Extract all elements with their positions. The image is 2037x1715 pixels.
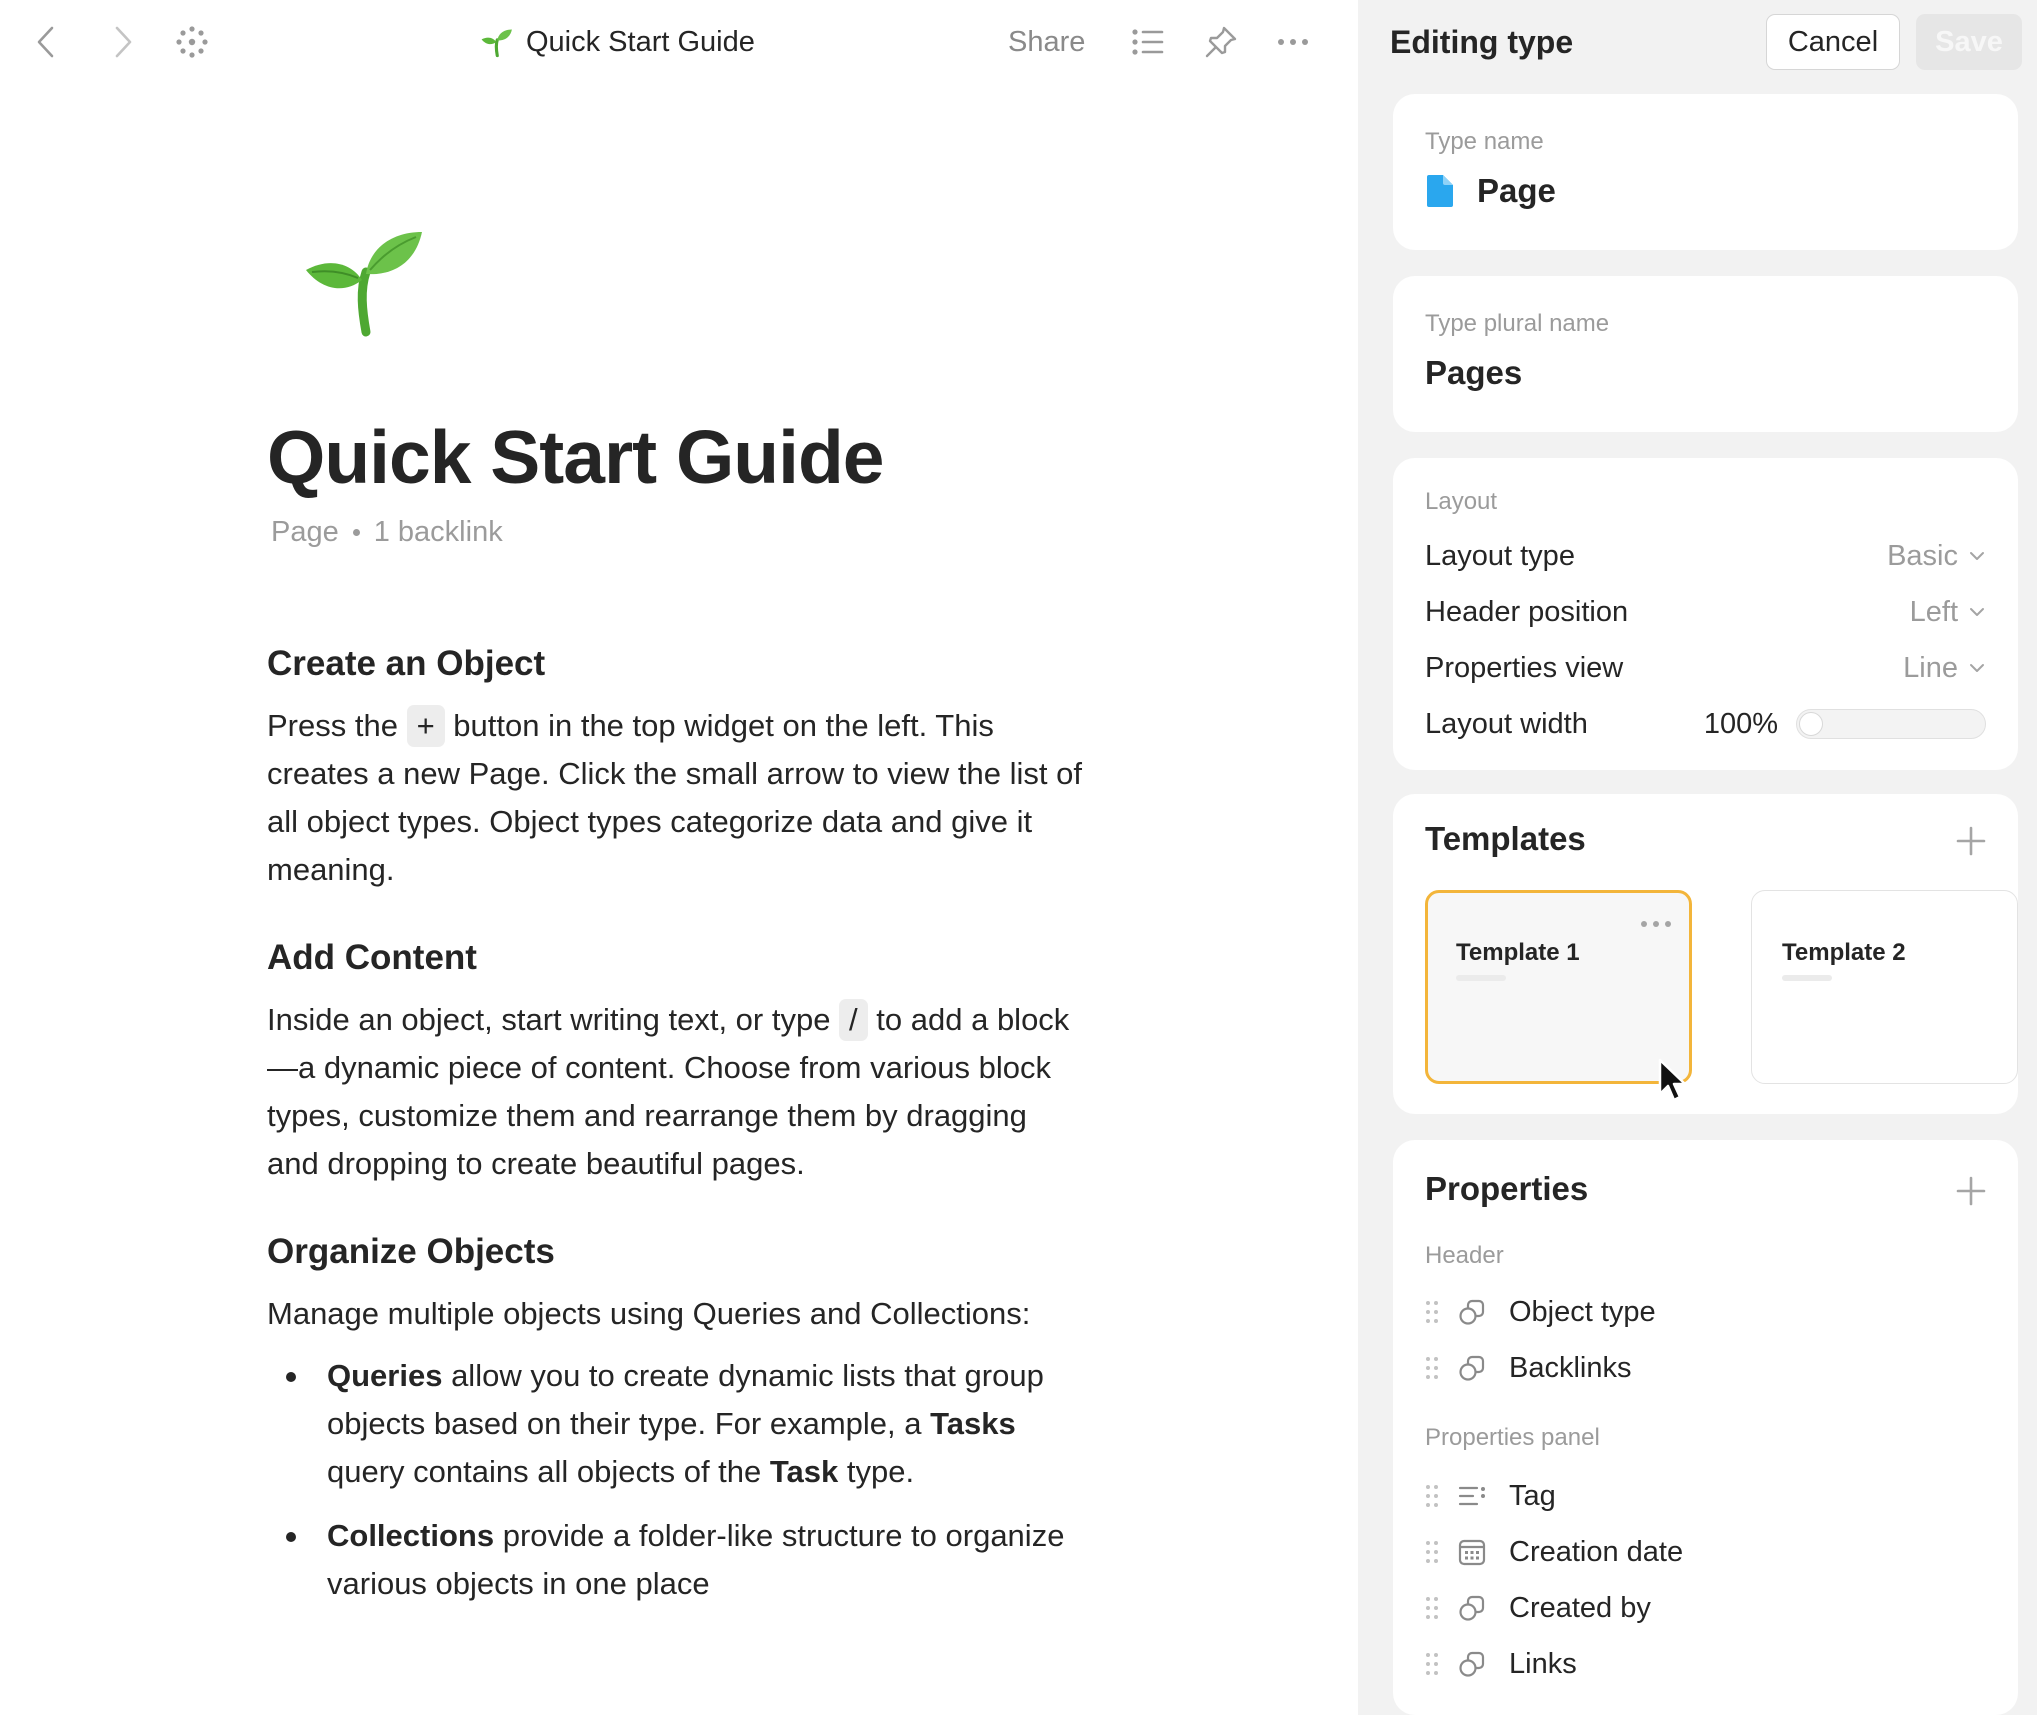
page-content[interactable]: [267, 640, 1087, 1648]
type-name-field[interactable]: [1425, 166, 1556, 216]
layout-width-row: [1425, 702, 1986, 746]
layout-width-label: Layout width: [1425, 707, 1588, 740]
page-meta: [271, 516, 503, 549]
text-span: button in the top widget on the left. This creates a new Page. Click the small arrow to view the list of all object types. Object types categorize data and give it meaning.: [267, 708, 1082, 887]
section-create-object: [267, 640, 1087, 894]
header-position-label: Header position: [1425, 595, 1629, 628]
property-label: Created by: [1509, 1591, 1651, 1624]
type-name-label: Type name: [1425, 128, 1544, 155]
section-heading[interactable]: Organize Objects: [267, 1232, 555, 1271]
page-title[interactable]: Quick Start Guide: [267, 415, 884, 499]
template-more-icon[interactable]: [1641, 921, 1671, 927]
back-button[interactable]: [22, 18, 70, 66]
templates-card: [1393, 794, 2018, 1114]
text-span: Press the: [267, 708, 407, 743]
property-label: Creation date: [1509, 1535, 1684, 1568]
property-row-backlinks[interactable]: [1425, 1346, 1632, 1390]
section-paragraph[interactable]: [267, 996, 1087, 1188]
slider-knob[interactable]: [1799, 712, 1823, 736]
property-row-object-type[interactable]: [1425, 1290, 1656, 1334]
layout-width-value: 100%: [1703, 707, 1778, 740]
layout-type-select[interactable]: [1887, 540, 1986, 573]
layout-type-row[interactable]: [1425, 534, 1986, 578]
text-span: query contains all objects of the: [327, 1454, 770, 1489]
bold-text: Queries: [327, 1358, 443, 1393]
graph-button[interactable]: [168, 18, 216, 66]
pin-icon: [1204, 25, 1238, 59]
relation-icon: [1457, 1649, 1487, 1679]
section-organize-objects: [267, 1228, 1087, 1608]
text-span: Inside an object, start writing text, or type: [267, 1002, 840, 1037]
layout-type-value: Basic: [1887, 539, 1958, 572]
inline-code: /: [839, 999, 868, 1041]
sprout-icon: [480, 26, 514, 58]
type-name-card: [1393, 94, 2018, 250]
more-icon: [1276, 37, 1310, 47]
add-property-icon[interactable]: [1954, 1174, 1988, 1208]
editing-type-panel: [1358, 0, 2037, 1715]
text-span: type.: [838, 1454, 915, 1489]
property-label: Tag: [1509, 1479, 1556, 1512]
template-preview-line: [1456, 975, 1506, 981]
chevron-down-icon: [1968, 606, 1986, 618]
section-paragraph[interactable]: [267, 702, 1087, 894]
inline-code: +: [407, 705, 445, 747]
section-heading[interactable]: Add Content: [267, 938, 477, 977]
bold-text: Tasks: [930, 1406, 1016, 1441]
template-name: Template 1: [1456, 939, 1580, 966]
section-heading[interactable]: Create an Object: [267, 644, 546, 683]
relation-icon: [1457, 1297, 1487, 1327]
bullet-item[interactable]: [267, 1352, 1087, 1496]
drag-handle-icon[interactable]: [1425, 1300, 1439, 1324]
type-plural-field[interactable]: Pages: [1425, 354, 1523, 391]
property-row-links[interactable]: [1425, 1642, 1577, 1686]
chevron-left-icon: [34, 24, 58, 60]
mouse-cursor-icon: [1658, 1058, 1688, 1104]
layout-section-label: Layout: [1425, 488, 1498, 515]
header-position-select[interactable]: [1910, 596, 1986, 629]
breadcrumb-title-text: Quick Start Guide: [526, 25, 755, 58]
breadcrumb-title[interactable]: [480, 20, 755, 64]
property-row-creation-date[interactable]: [1425, 1530, 1683, 1574]
section-add-content: [267, 934, 1087, 1188]
bold-text: Collections: [327, 1518, 495, 1553]
section-paragraph[interactable]: Manage multiple objects using Queries and Collections:: [267, 1296, 1031, 1331]
page-emoji-icon[interactable]: [300, 220, 430, 340]
type-plural-label: Type plural name: [1425, 310, 1610, 337]
bullet-list: [267, 1352, 1087, 1608]
template-preview-line: [1782, 975, 1832, 981]
chevron-right-icon: [111, 24, 135, 60]
more-button[interactable]: [1269, 18, 1317, 66]
forward-button[interactable]: [99, 18, 147, 66]
table-of-contents-button[interactable]: [1124, 18, 1172, 66]
text-span: provide a folder-like structure to organize various objects in one place: [327, 1518, 1065, 1601]
layout-type-label: Layout type: [1425, 539, 1575, 572]
header-position-row[interactable]: [1425, 590, 1986, 634]
text-span: allow you to create dynamic lists that group objects based on their type. For example, a: [327, 1358, 1044, 1441]
property-label: Object type: [1509, 1295, 1656, 1328]
drag-handle-icon[interactable]: [1425, 1356, 1439, 1380]
layout-width-slider[interactable]: [1796, 709, 1986, 739]
relation-icon: [1457, 1353, 1487, 1383]
pin-button[interactable]: [1197, 18, 1245, 66]
drag-handle-icon[interactable]: [1425, 1540, 1439, 1564]
property-label: Backlinks: [1509, 1351, 1632, 1384]
object-type-label[interactable]: Page: [271, 516, 339, 548]
add-template-icon[interactable]: [1954, 824, 1988, 858]
toc-icon: [1131, 27, 1165, 57]
properties-title: Properties: [1425, 1170, 1589, 1207]
layout-width-control: [1704, 708, 1986, 741]
drag-handle-icon[interactable]: [1425, 1596, 1439, 1620]
tag-list-icon: [1457, 1481, 1487, 1511]
template-card-1[interactable]: [1425, 890, 1692, 1084]
type-name-value: Page: [1477, 172, 1556, 209]
templates-title: Templates: [1425, 820, 1586, 857]
property-row-tag[interactable]: [1425, 1474, 1556, 1518]
property-label: Links: [1509, 1647, 1577, 1680]
relation-icon: [1457, 1593, 1487, 1623]
properties-view-row[interactable]: [1425, 646, 1986, 690]
top-toolbar: [0, 0, 1358, 84]
properties-view-value: Line: [1903, 651, 1958, 684]
header-position-value: Left: [1909, 595, 1958, 628]
backlinks-label[interactable]: 1 backlink: [373, 516, 503, 548]
save-button[interactable]: Save: [1916, 14, 2022, 70]
bullet-item[interactable]: [267, 1512, 1087, 1608]
property-row-created-by[interactable]: [1425, 1586, 1651, 1630]
properties-view-label: Properties view: [1425, 651, 1624, 684]
cancel-button[interactable]: Cancel: [1766, 14, 1900, 70]
share-button[interactable]: Share: [1008, 25, 1086, 58]
page-file-icon[interactable]: [1425, 173, 1455, 209]
chevron-down-icon: [1968, 550, 1986, 562]
properties-panel-group-label: Properties panel: [1425, 1424, 1600, 1451]
header-group-label: Header: [1425, 1242, 1504, 1269]
bold-text: Task: [769, 1454, 839, 1489]
graph-icon: [175, 25, 209, 59]
properties-view-select[interactable]: [1903, 652, 1986, 685]
template-card-2[interactable]: [1751, 890, 2018, 1084]
separator-dot: [353, 529, 360, 536]
calendar-icon: [1457, 1537, 1487, 1567]
layout-card: [1393, 458, 2018, 770]
type-plural-card: [1393, 276, 2018, 432]
panel-title: Editing type: [1390, 23, 1574, 60]
template-name: Template 2: [1782, 939, 1906, 966]
properties-card: [1393, 1140, 2018, 1715]
drag-handle-icon[interactable]: [1425, 1484, 1439, 1508]
chevron-down-icon: [1968, 662, 1986, 674]
drag-handle-icon[interactable]: [1425, 1652, 1439, 1676]
text-span: to add a block—a dynamic piece of content. Choose from various block types, customize them and rearrange them by dragging and dropping to create beautiful pages.: [267, 1002, 1070, 1181]
